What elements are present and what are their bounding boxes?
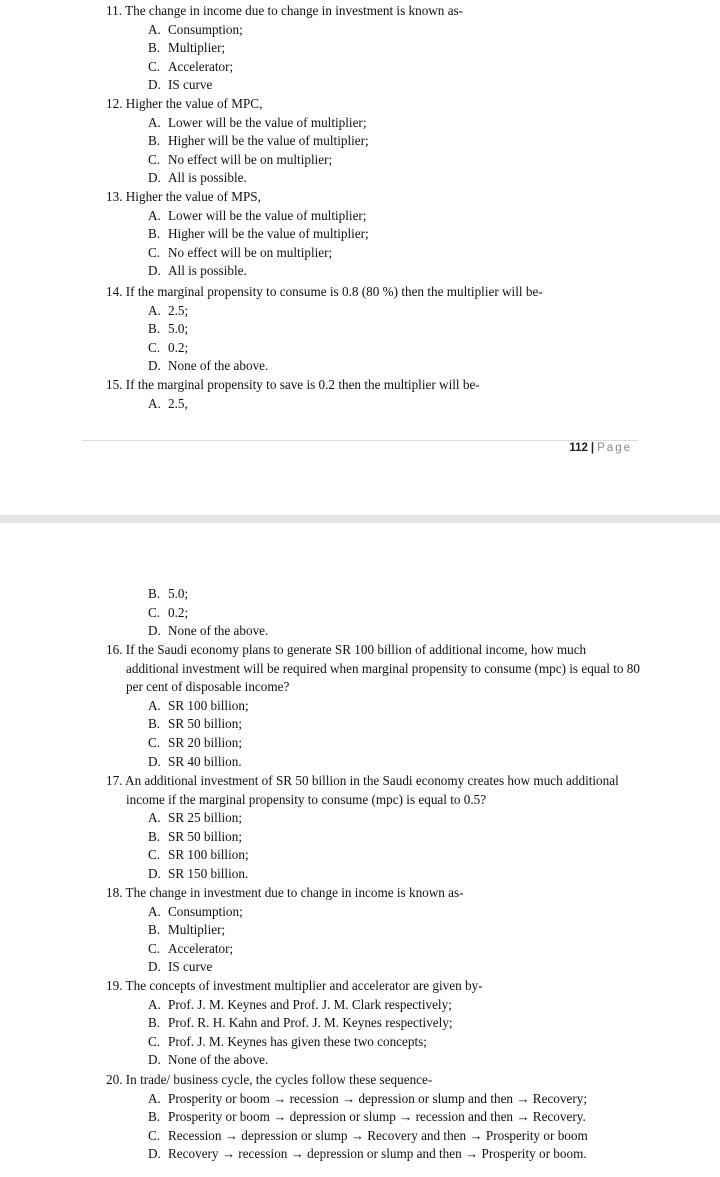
question-12 — [106, 95, 626, 188]
option-c: C. Prof. J. M. Keynes has given these two concepts; — [148, 1033, 427, 1049]
footer-separator: | — [590, 442, 595, 454]
option-d: D. IS curve — [148, 77, 213, 93]
option-c: C. 0.2; — [148, 339, 189, 355]
option-b: B. SR 50 billion; — [148, 716, 243, 732]
option-d: D. All is possible. — [148, 170, 247, 186]
option-a: A. Consumption; — [148, 903, 243, 919]
option-c: C. 0.2; — [148, 604, 189, 620]
question-14 — [106, 283, 626, 376]
option-a: A. Prof. J. M. Keynes and Prof. J. M. Clark respectively; — [148, 996, 452, 1012]
question-text: 18. The change in investment due to change in income is known as- — [106, 885, 464, 900]
option-d: D. None of the above. — [148, 358, 269, 374]
question-15-continued — [106, 585, 626, 641]
option-a: A. Consumption; — [148, 21, 243, 37]
option-d: D. None of the above. — [148, 1052, 269, 1068]
question-text: 11. The change in income due to change in investment is known as- — [106, 3, 464, 18]
option-b: B. 5.0; — [148, 586, 189, 601]
option-c: C. Accelerator; — [148, 58, 234, 74]
question-text: 16. If the Saudi economy plans to generate SR 100 billion of additional income, how much additional investment will be required when marginal propensity to consume (mpc) is equal to 80 per cent of disposable income? — [106, 642, 640, 695]
question-18 — [106, 884, 626, 977]
page-number: 112 — [569, 442, 588, 454]
option-d: D. All is possible. — [148, 263, 247, 279]
option-a: A. SR 100 billion; — [148, 697, 249, 713]
question-17 — [106, 772, 626, 884]
question-16 — [106, 641, 640, 771]
option-b: B. Prosperity or boom → depression or slump → recession and then → Recovery. — [148, 1109, 586, 1125]
option-a: A. Prosperity or boom → recession → depression or slump and then → Recovery; — [148, 1090, 587, 1106]
option-c: C. Accelerator; — [148, 940, 234, 956]
question-text: 17. An additional investment of SR 50 billion in the Saudi economy creates how much additional income if the marginal propensity to consume (mpc) is equal to 0.5? — [106, 773, 619, 807]
page-footer — [569, 442, 632, 454]
option-b: B. SR 50 billion; — [148, 828, 243, 844]
question-text: 14. If the marginal propensity to consume is 0.8 (80 %) then the multiplier will be- — [106, 284, 543, 299]
option-c: C. SR 100 billion; — [148, 847, 249, 863]
option-d: D. Recovery → recession → depression or slump and then → Prosperity or boom. — [148, 1146, 587, 1162]
question-13 — [106, 188, 626, 281]
option-c: C. No effect will be on multiplier; — [148, 244, 333, 260]
option-b: B. 5.0; — [148, 321, 189, 337]
option-b: B. Multiplier; — [148, 922, 226, 938]
document-page-112 — [0, 0, 720, 515]
option-a: A. 2.5, — [148, 395, 188, 411]
question-19 — [106, 977, 626, 1070]
question-text: 13. Higher the value of MPS, — [106, 189, 261, 204]
footer-divider — [82, 440, 638, 441]
question-text: 19. The concepts of investment multiplier and accelerator are given by- — [106, 978, 483, 993]
question-20 — [106, 1071, 626, 1164]
option-d: D. IS curve — [148, 959, 213, 975]
question-text: 12. Higher the value of MPC, — [106, 96, 263, 111]
option-a: A. 2.5; — [148, 302, 189, 318]
question-15 — [106, 376, 626, 413]
option-c: C. Recession → depression or slump → Recovery and then → Prosperity or boom — [148, 1127, 588, 1143]
page-label: Page — [597, 442, 632, 454]
question-text: 20. In trade/ business cycle, the cycles follow these sequence- — [106, 1072, 433, 1087]
option-b: B. Higher will be the value of multiplier; — [148, 133, 369, 149]
option-d: D. SR 150 billion. — [148, 865, 249, 881]
option-d: D. SR 40 billion. — [148, 753, 242, 769]
question-11 — [106, 2, 626, 95]
option-c: C. No effect will be on multiplier; — [148, 151, 333, 167]
question-text: 15. If the marginal propensity to save is 0.2 then the multiplier will be- — [106, 377, 480, 392]
option-d: D. None of the above. — [148, 623, 269, 639]
option-a: A. Lower will be the value of multiplier; — [148, 207, 367, 223]
page-gap — [0, 515, 720, 523]
option-c: C. SR 20 billion; — [148, 734, 243, 750]
option-b: B. Multiplier; — [148, 40, 226, 56]
option-b: B. Higher will be the value of multiplier; — [148, 226, 369, 242]
option-b: B. Prof. R. H. Kahn and Prof. J. M. Keynes respectively; — [148, 1015, 453, 1031]
option-a: A. Lower will be the value of multiplier; — [148, 114, 367, 130]
document-page-113 — [0, 523, 720, 1177]
option-a: A. SR 25 billion; — [148, 810, 243, 826]
